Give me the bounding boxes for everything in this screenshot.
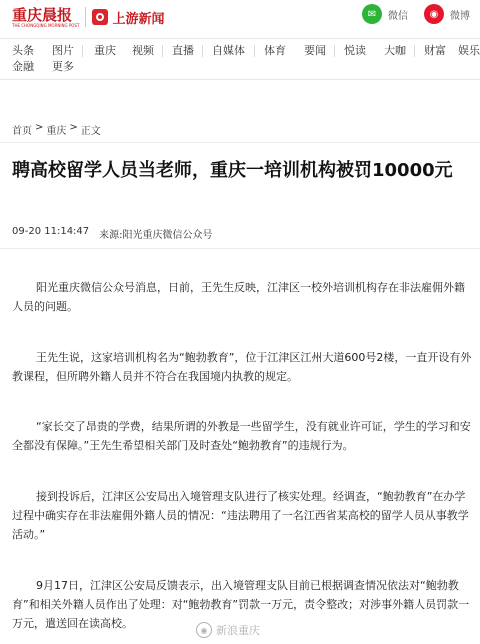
article-paragraph: 接到投诉后，江津区公安局出入境管理支队进行了核实处理。经调查，“鲍勃教育”在办学过程中确实存在非法雇佣外籍人员的情况：“违法聘用了一名江西省某高校的留学人员从事教学活动。” [12, 490, 469, 541]
watermark [196, 622, 260, 638]
nav-divider [254, 45, 255, 57]
divider [0, 248, 480, 249]
nav-item[interactable]: 金融 [12, 60, 34, 73]
wechat-icon: ✉ [362, 4, 382, 24]
breadcrumb-arrow-icon: > [69, 122, 78, 133]
wechat-label: 微信 [388, 10, 408, 22]
article-source: 来源:阳光重庆微信公众号 [99, 230, 213, 241]
nav-item[interactable]: 自媒体 [212, 44, 245, 57]
nav-item[interactable]: 视频 [132, 44, 154, 57]
breadcrumb-home[interactable]: 首页 [12, 126, 32, 137]
nav-divider [414, 45, 415, 57]
nav-item[interactable]: 直播 [172, 44, 194, 57]
article-paragraph: 阳光重庆微信公众号消息，日前，王先生反映，江津区一校外培训机构存在非法雇佣外籍人员的问题。 [12, 281, 465, 313]
wechat-share[interactable] [362, 4, 408, 24]
divider [0, 142, 480, 143]
brand-divider [85, 7, 86, 27]
nav-divider [202, 45, 203, 57]
article-title: 聘高校留学人员当老师，重庆一培训机构被罚10000元 [12, 160, 453, 181]
weibo-watermark-icon: ◉ [196, 622, 212, 638]
nav-item[interactable]: 悦读 [344, 44, 366, 57]
breadcrumb-current: 正文 [80, 126, 101, 137]
nav-item[interactable]: 娱乐 [458, 44, 480, 57]
app-name: 上游新闻 [112, 11, 165, 27]
article-paragraph: “家长交了昂贵的学费，结果所谓的外教是一些留学生，没有就业许可证，学生的学习和安全都没有保障。”王先生希望相关部门及时查处“鲍勃教育”的违规行为。 [12, 420, 471, 452]
brand-logo[interactable] [12, 7, 164, 28]
top-bar [0, 0, 480, 34]
nav-divider [162, 45, 163, 57]
breadcrumb-arrow-icon: > [35, 122, 44, 133]
weibo-icon: ◉ [424, 4, 444, 24]
article-meta [12, 226, 213, 241]
nav-divider [82, 45, 83, 57]
article-paragraph: 王先生说，这家培训机构名为“鲍勃教育”，位于江津区江州大道600号2楼，一直开设有外教课程，但所聘外籍人员并不符合在我国境内执教的规定。 [12, 351, 472, 383]
channel-nav [0, 38, 480, 80]
nav-item[interactable]: 图片 [52, 44, 74, 57]
app-logo-icon [92, 9, 108, 25]
breadcrumb-section[interactable]: 重庆 [46, 126, 67, 137]
nav-item[interactable]: 重庆 [94, 44, 116, 57]
publish-time: 09-20 11:14:47 [12, 226, 90, 237]
weibo-share[interactable] [424, 4, 470, 24]
nav-divider [334, 45, 335, 57]
nav-item[interactable]: 财富 [424, 44, 446, 57]
article-paragraph: 9月17日，江津区公安局反馈表示，出入境管理支队目前已根据调查情况依法对“鲍勃教育”和相关外籍人员作出了处理：对“鲍勃教育”罚款一万元，责令整改；对涉事外籍人员罚款一万元，遣送回在读高校。 [12, 579, 470, 630]
brand-subtitle: THE CHONGQING MORNING POST [12, 22, 80, 28]
watermark-text: 新浪重庆 [216, 624, 260, 637]
nav-item[interactable]: 要闻 [304, 44, 326, 57]
nav-item[interactable]: 更多 [52, 60, 74, 73]
weibo-label: 微博 [450, 10, 470, 22]
nav-item[interactable]: 体育 [264, 44, 286, 57]
nav-item[interactable]: 大咖 [384, 44, 406, 57]
breadcrumb [12, 122, 101, 137]
brand-name: 重庆晨报 [12, 5, 73, 24]
nav-item[interactable]: 头条 [12, 44, 34, 57]
